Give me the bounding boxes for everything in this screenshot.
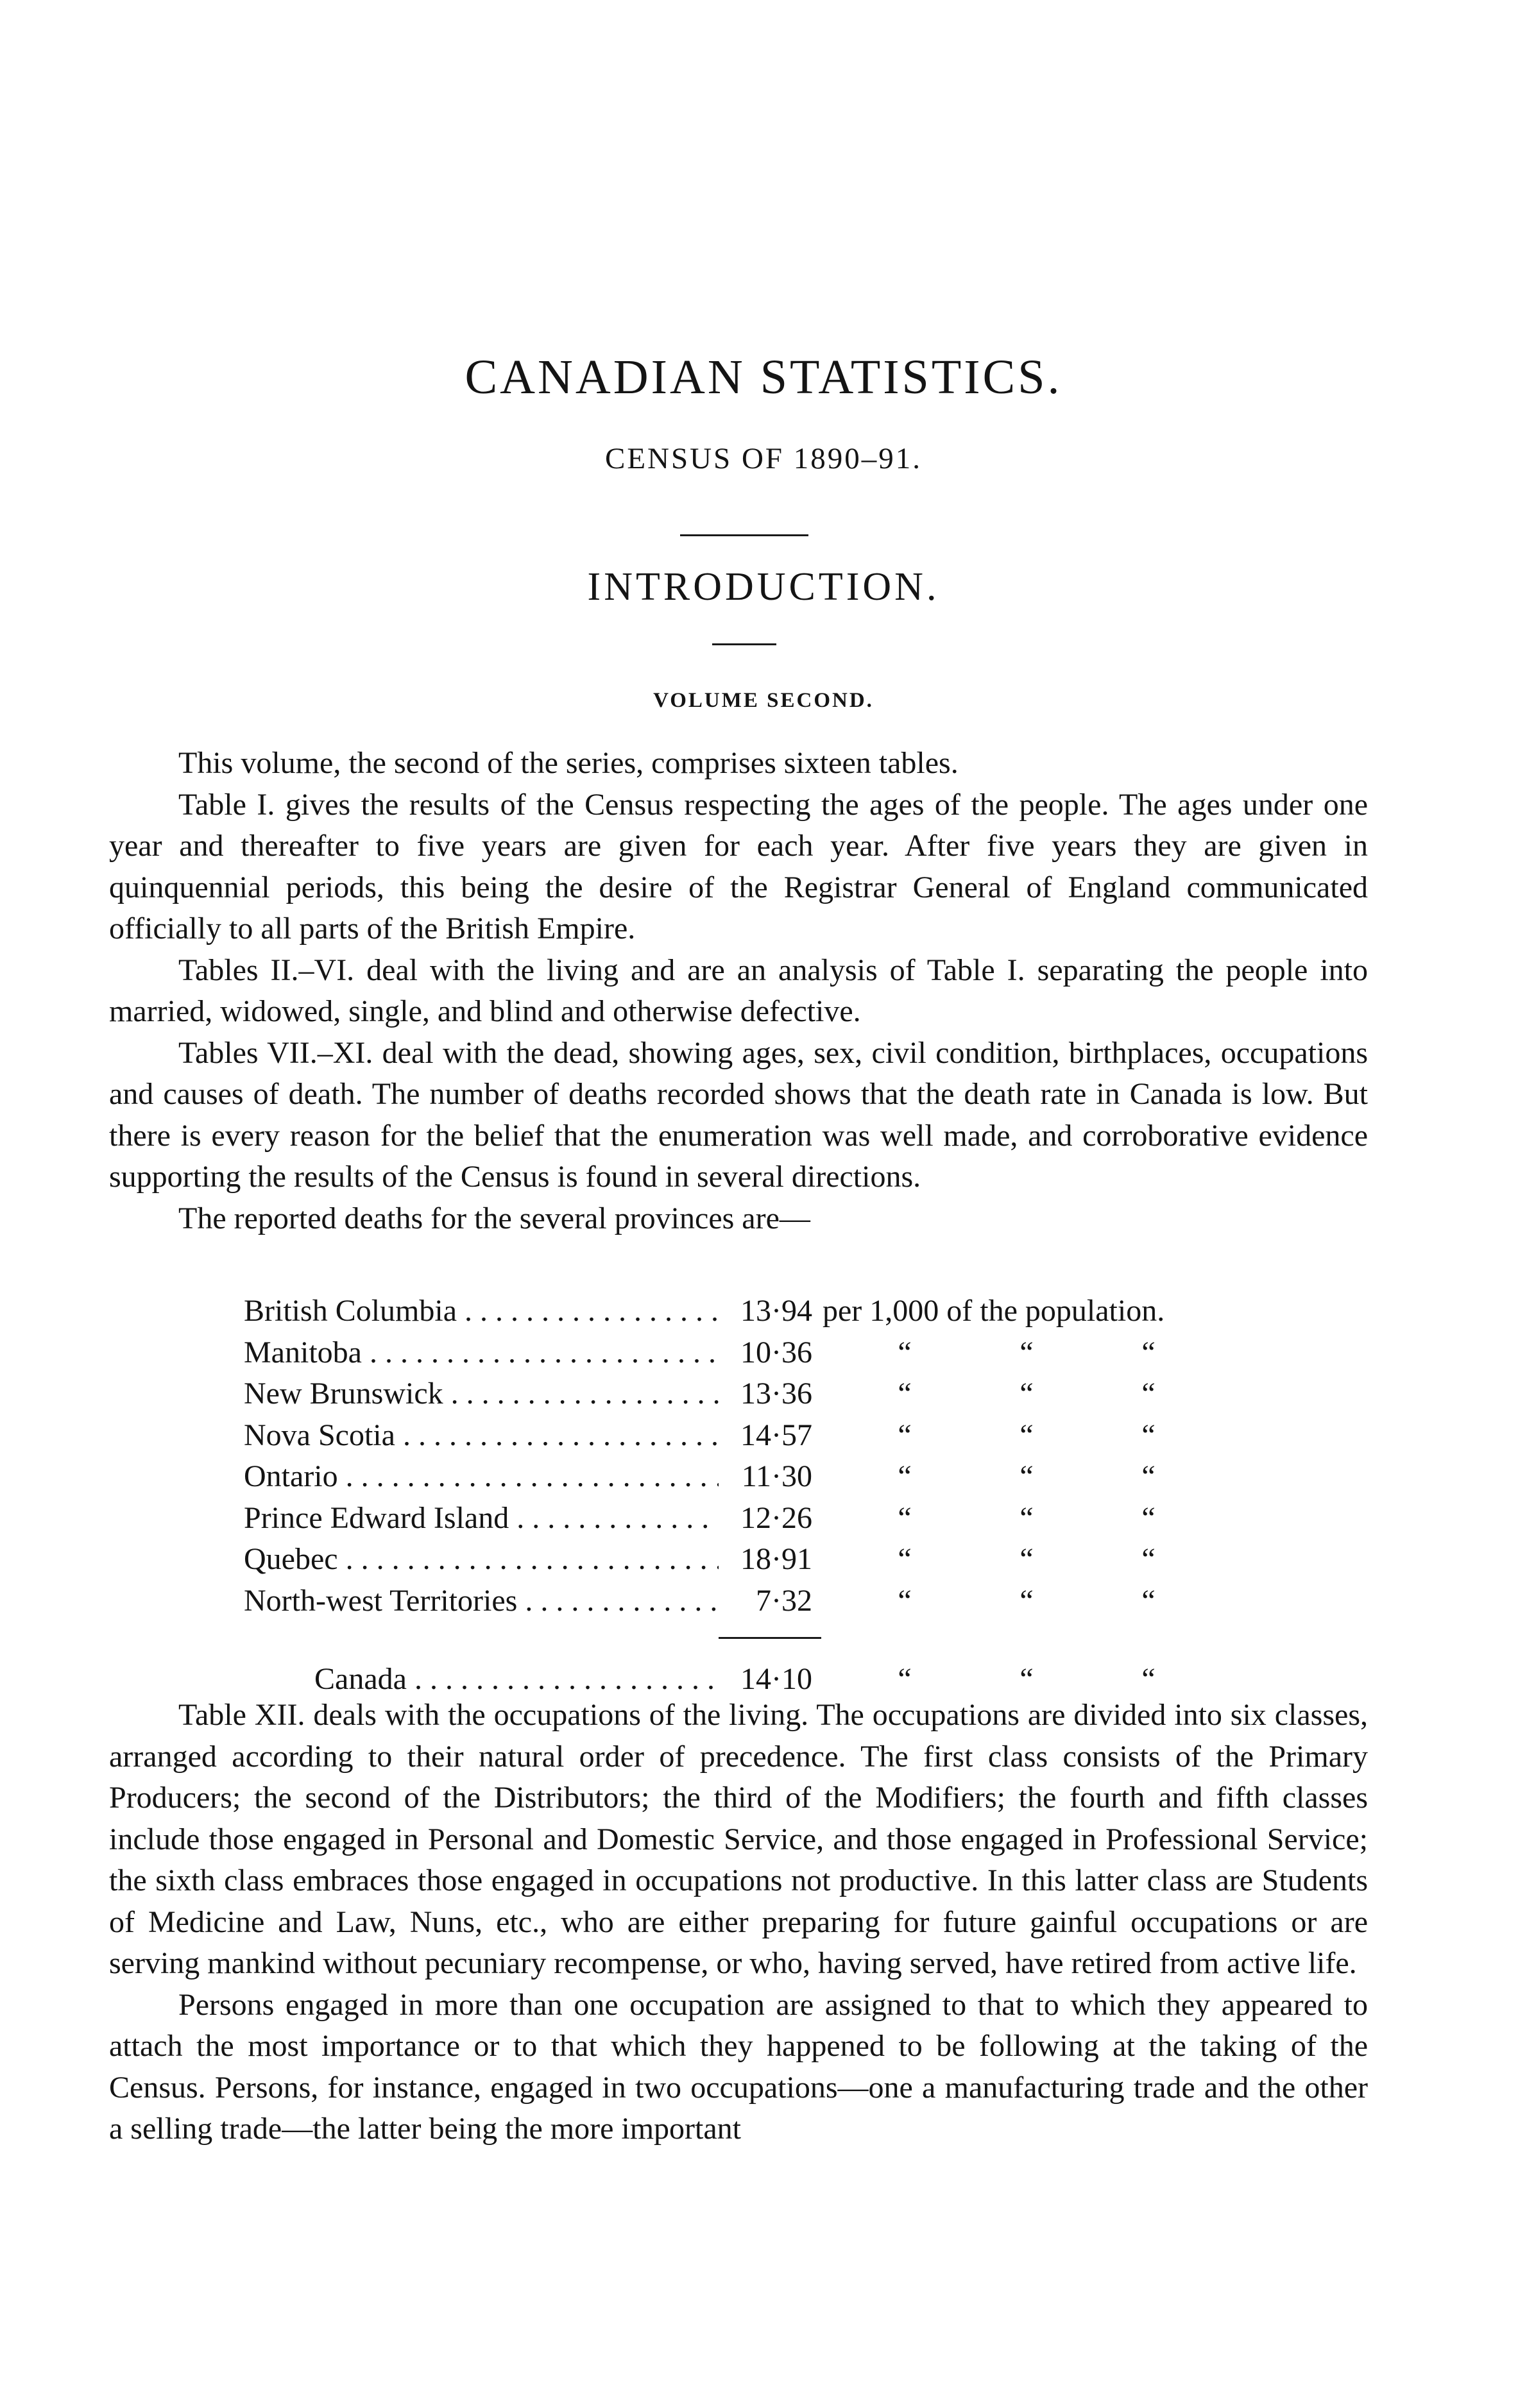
- ditto-mark: “: [1019, 1583, 1034, 1618]
- province-name: Canada . . .: [314, 1659, 719, 1700]
- page-title: CANADIAN STATISTICS.: [465, 350, 1062, 404]
- ditto-mark: “: [1019, 1418, 1034, 1452]
- ditto-mark: “: [898, 1459, 912, 1493]
- paragraph: Table XII. deals with the occupations of the living. The occupations are divided into six classes, arranged according to their natural order of precedence. The first class consists of the Primary Producers; the second of the Distributors; the third of the Modifiers; the fourth and fifth classes include those engaged in Personal and Domestic Service, and those engaged in Professional Service; the sixth class embraces those engaged in occupations not productive. In this latter class are Students of Medicine and Law, Nuns, etc., who are either preparing for future gainful occupations or are serving mankind without pecuniary recompense, or who, having served, have retired from active life.: [109, 1698, 1368, 1980]
- ditto-mark: “: [1019, 1500, 1034, 1535]
- ditto-mark: “: [898, 1335, 912, 1369]
- province-name: Nova Scotia . . .: [244, 1415, 719, 1457]
- divider-rule: [680, 534, 808, 536]
- death-rate-value: 18·91: [740, 1542, 812, 1576]
- intro-text: [109, 743, 1368, 1239]
- paragraph: This volume, the second of the series, comprises sixteen tables.: [178, 746, 959, 780]
- ditto-mark: “: [1019, 1459, 1034, 1493]
- province-name: Manitoba . . .: [244, 1332, 719, 1374]
- ditto-mark: “: [898, 1583, 912, 1618]
- ditto-mark: “: [898, 1377, 912, 1411]
- death-rate-value: 13·94: [740, 1294, 812, 1328]
- section-heading: INTRODUCTION.: [587, 565, 940, 609]
- death-rate-value: 7·32: [756, 1583, 812, 1618]
- ditto-mark: “: [1019, 1662, 1034, 1696]
- death-rate-value: 13·36: [740, 1377, 812, 1411]
- ditto-mark: “: [1141, 1459, 1156, 1493]
- death-rate-value: 14·10: [740, 1662, 812, 1696]
- death-rate-row: [244, 1498, 1283, 1539]
- death-rate-row: [244, 1581, 1283, 1622]
- ditto-mark: “: [1141, 1662, 1156, 1696]
- province-name: Ontario . . .: [244, 1456, 719, 1498]
- ditto-mark: “: [898, 1662, 912, 1696]
- province-name: New Brunswick . . .: [244, 1373, 719, 1415]
- ditto-mark: “: [1019, 1377, 1034, 1411]
- province-name: North-west Territories . . .: [244, 1581, 719, 1622]
- ditto-mark: “: [1141, 1335, 1156, 1369]
- paragraph: The reported deaths for the several provinces are—: [178, 1201, 810, 1235]
- ditto-mark: “: [1141, 1583, 1156, 1618]
- province-name: Quebec . . .: [244, 1539, 719, 1581]
- death-rate-total-row: [244, 1659, 1283, 1700]
- paragraph: Tables VII.–XI. deal with the dead, showing ages, sex, civil condition, birthplaces, occupations and causes of death. The number of deaths recorded shows that the death rate in Canada is low. But there is every reason for the belief that the enumeration was well made, and corroborative evidence supporting the results of the Census is found in several directions.: [109, 1035, 1368, 1194]
- census-subtitle: CENSUS OF 1890–91.: [604, 442, 923, 475]
- divider-rule: [712, 643, 776, 645]
- occupations-text: [109, 1695, 1368, 2150]
- paragraph: Persons engaged in more than one occupation are assigned to that to which they appeared to attach the most importance or to that which they happened to be following at the taking of the Census. Persons, for instance, engaged in two occupations—one a manufacturing trade and the other a selling trade—the latter being the more important: [109, 1987, 1368, 2146]
- death-rate-row: [244, 1291, 1283, 1332]
- ditto-mark: “: [1141, 1377, 1156, 1411]
- death-rate-value: 11·30: [741, 1459, 812, 1493]
- rate-unit: per 1,000 of the population.: [823, 1294, 1165, 1328]
- ditto-mark: “: [1019, 1335, 1034, 1369]
- ditto-mark: “: [1141, 1418, 1156, 1452]
- paragraph: Table I. gives the results of the Census respecting the ages of the people. The ages under one year and thereafter to five years are given for each year. After five years they are given in quinquennial periods, this being the desire of the Registrar General of England communicated officially to all parts of the British Empire.: [109, 787, 1368, 945]
- sum-rule: [719, 1637, 821, 1639]
- ditto-mark: “: [1141, 1542, 1156, 1576]
- ditto-mark: “: [1019, 1542, 1034, 1576]
- death-rate-value: 12·26: [740, 1500, 812, 1535]
- death-rate-value: 14·57: [740, 1418, 812, 1452]
- volume-label: VOLUME SECOND.: [653, 689, 874, 712]
- paragraph: Tables II.–VI. deal with the living and are an analysis of Table I. separating the people into married, widowed, single, and blind and otherwise defective.: [109, 953, 1368, 1028]
- province-name: Prince Edward Island . . .: [244, 1498, 719, 1539]
- death-rate-table: [244, 1291, 1283, 1696]
- ditto-mark: “: [898, 1542, 912, 1576]
- death-rate-row: [244, 1332, 1283, 1374]
- death-rate-value: 10·36: [740, 1335, 812, 1369]
- ditto-mark: “: [1141, 1500, 1156, 1535]
- death-rate-row: [244, 1373, 1283, 1415]
- death-rate-row: [244, 1415, 1283, 1457]
- death-rate-row: [244, 1539, 1283, 1581]
- province-name: British Columbia . . .: [244, 1291, 719, 1332]
- ditto-mark: “: [898, 1500, 912, 1535]
- ditto-mark: “: [898, 1418, 912, 1452]
- death-rate-row: [244, 1456, 1283, 1498]
